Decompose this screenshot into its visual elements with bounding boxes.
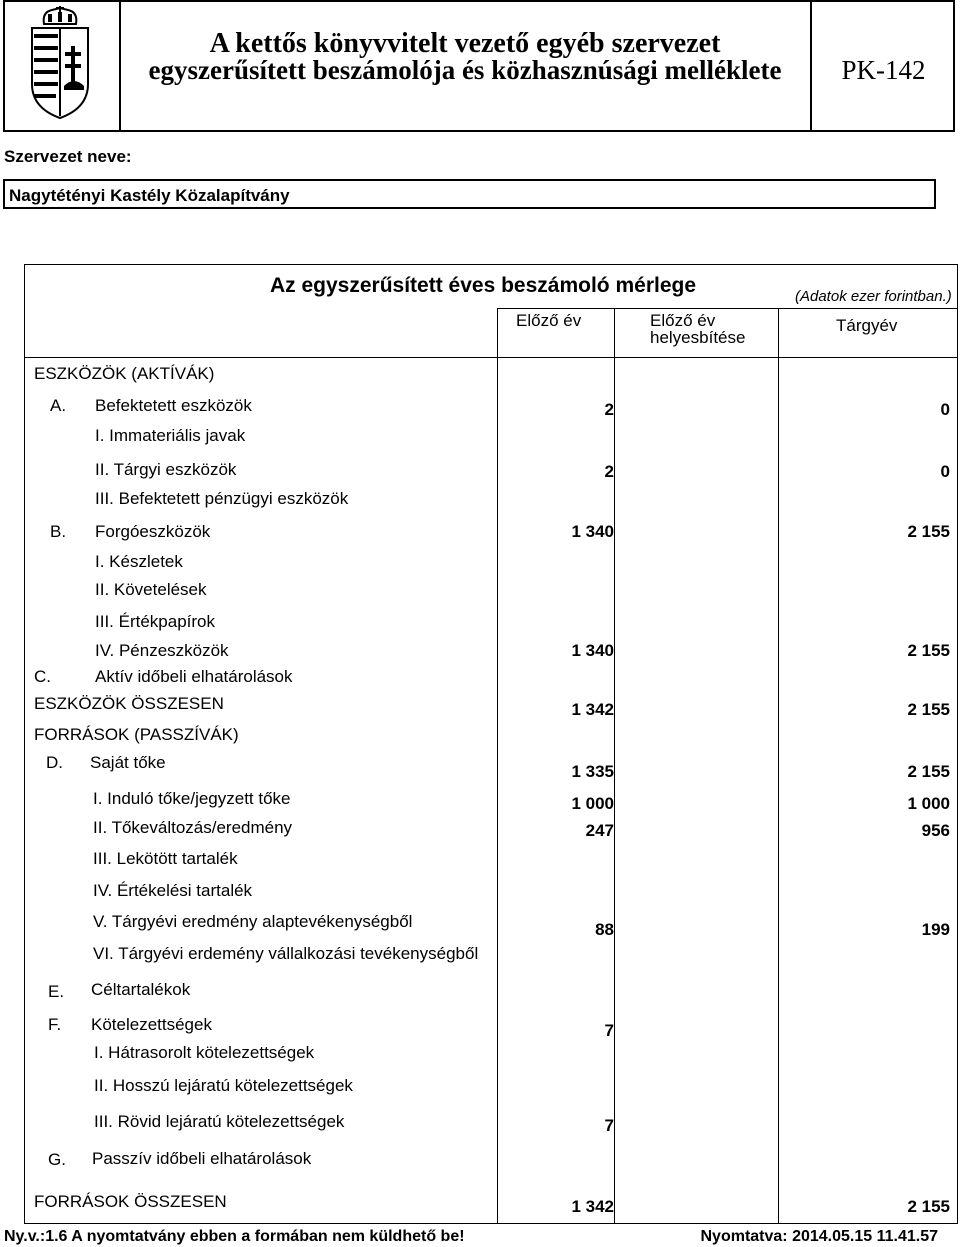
row-code: G.	[48, 1150, 66, 1169]
row-prev-value: 1 342	[571, 1197, 614, 1216]
row-prev-value: 88	[595, 920, 614, 939]
row-label: III. Befektetett pénzügyi eszközök	[95, 489, 349, 508]
row-prev-value: 1 335	[571, 762, 614, 781]
row-curr-value: 956	[921, 821, 950, 840]
row-label: II. Tárgyi eszközök	[95, 460, 237, 479]
row-code: C.	[34, 667, 51, 686]
row-prev-value: 1 000	[571, 794, 614, 813]
row-label: Passzív időbeli elhatárolások	[92, 1149, 312, 1168]
org-name-label: Szervezet neve:	[4, 147, 132, 166]
col-corr-header-1: Előző év	[650, 311, 716, 330]
row-label: II. Követelések	[95, 580, 207, 599]
org-name-value: Nagytétényi Kastély Közalapítvány	[9, 186, 290, 205]
row-prev-value: 1 340	[571, 522, 614, 541]
row-curr-value: 2 155	[907, 762, 950, 781]
row-label: IV. Értékelési tartalék	[93, 881, 253, 900]
row-label: I. Immateriális javak	[95, 426, 246, 445]
row-prev-value: 7	[604, 1021, 614, 1040]
col-curr-header: Tárgyév	[836, 316, 898, 335]
row-prev-value: 1 342	[571, 700, 614, 719]
row-prev-value: 1 340	[571, 641, 614, 660]
row-code: E.	[48, 982, 65, 1001]
row-code: F.	[48, 1015, 62, 1034]
row-label: I. Készletek	[95, 552, 183, 571]
row-curr-value: 2 155	[907, 1197, 950, 1216]
row-code: A.	[50, 396, 67, 415]
form-code: PK-142	[841, 55, 926, 85]
row-prev-value: 7	[604, 1116, 614, 1135]
col-divider	[497, 308, 498, 1224]
row-label: ESZKÖZÖK (AKTÍVÁK)	[34, 364, 215, 383]
row-label: III. Értékpapírok	[95, 612, 215, 631]
form-title-line2: egyszerűsített beszámolója és közhasznúsági melléklete	[148, 55, 782, 85]
row-label: I. Induló tőke/jegyzett tőke	[93, 789, 291, 808]
row-curr-value: 1 000	[907, 794, 950, 813]
col-prev-header: Előző év	[516, 311, 582, 330]
row-prev-value: 247	[585, 821, 614, 840]
footer-printed: Nyomtatva: 2014.05.15 11.41.57	[700, 1228, 938, 1245]
row-label: Forgóeszközök	[95, 522, 211, 541]
coat-of-arms-icon	[22, 6, 98, 122]
row-curr-value: 2 155	[907, 522, 950, 541]
form-title-line1: A kettős könyvvitelt vezető egyéb szervezet	[209, 28, 721, 59]
row-label: Befektetett eszközök	[95, 396, 252, 415]
row-label: FORRÁSOK (PASSZÍVÁK)	[34, 725, 239, 744]
row-label: V. Tárgyévi eredmény alaptevékenységből	[93, 912, 413, 931]
row-label: II. Hosszú lejáratú kötelezettségek	[94, 1076, 353, 1095]
row-label: Céltartalékok	[91, 980, 191, 999]
row-label: VI. Tárgyévi erdemény vállalkozási tevékenységből	[93, 944, 479, 963]
col-header-line	[497, 308, 958, 309]
col-divider	[778, 308, 779, 1224]
row-label: Saját tőke	[90, 753, 166, 772]
row-curr-value: 0	[940, 400, 950, 419]
footer-version: Ny.v.:1.6 A nyomtatvány ebben a formában nem küldhető be!	[4, 1228, 465, 1245]
row-label: ESZKÖZÖK ÖSSZESEN	[34, 694, 224, 713]
unit-note: (Adatok ezer forintban.)	[795, 288, 952, 305]
col-header-line	[24, 357, 958, 358]
row-code: B.	[50, 522, 67, 541]
col-divider	[614, 308, 615, 1224]
row-code: D.	[46, 753, 63, 772]
row-curr-value: 0	[940, 462, 950, 481]
row-curr-value: 199	[921, 920, 950, 939]
row-label: FORRÁSOK ÖSSZESEN	[34, 1192, 227, 1211]
row-prev-value: 2	[604, 462, 614, 481]
row-prev-value: 2	[604, 400, 614, 419]
row-label: II. Tőkeváltozás/eredmény	[93, 818, 293, 837]
row-label: Aktív időbeli elhatárolások	[95, 667, 293, 686]
row-curr-value: 2 155	[907, 700, 950, 719]
row-label: III. Lekötött tartalék	[93, 849, 238, 868]
row-label: IV. Pénzeszközök	[95, 641, 229, 660]
row-curr-value: 2 155	[907, 641, 950, 660]
org-name-field	[3, 179, 936, 209]
col-corr-header-2: helyesbítése	[650, 328, 746, 347]
row-label: I. Hátrasorolt kötelezettségek	[94, 1043, 315, 1062]
row-label: III. Rövid lejáratú kötelezettségek	[94, 1112, 345, 1131]
table-title: Az egyszerűsített éves beszámoló mérlege	[270, 274, 697, 297]
row-label: Kötelezettségek	[91, 1015, 212, 1034]
